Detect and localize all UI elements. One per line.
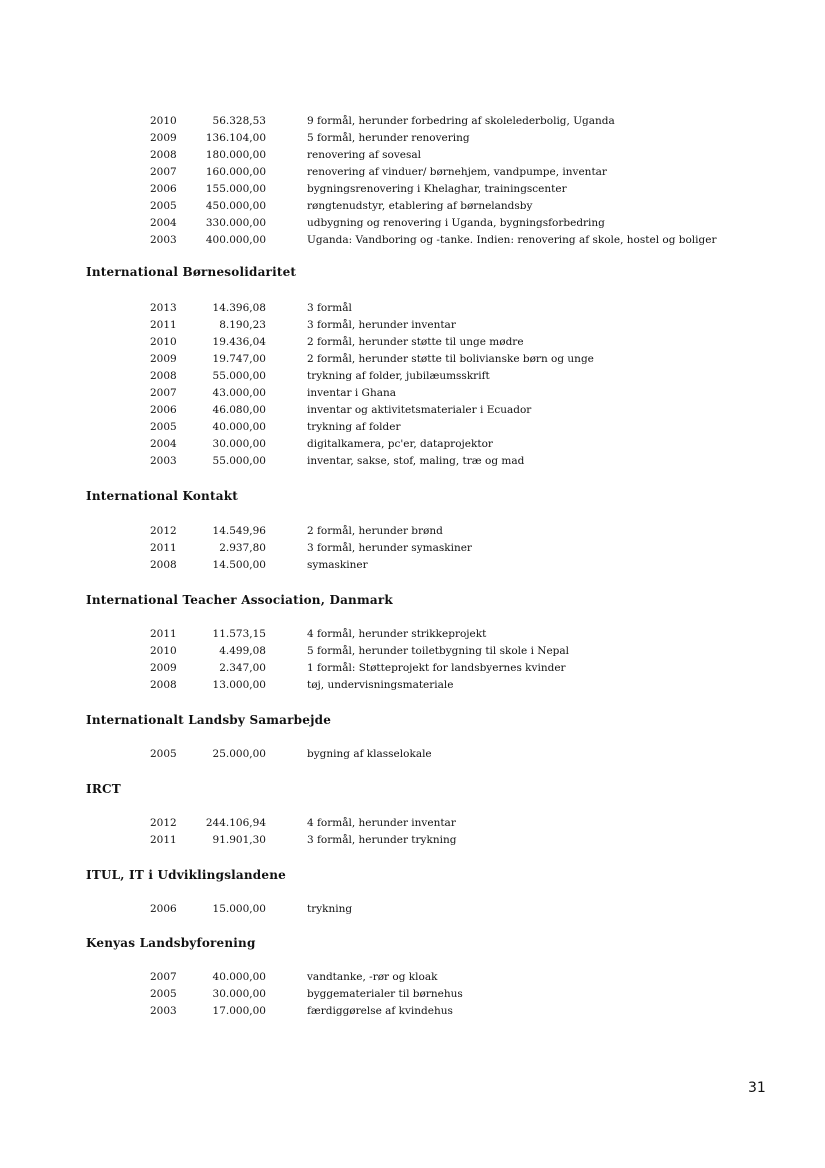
year-cell: 2003 <box>150 1005 177 1017</box>
table-row <box>0 115 825 131</box>
purpose-cell: tøj, undervisningsmateriale <box>307 679 454 691</box>
amount-cell: 91.901,30 <box>212 834 266 846</box>
table-row <box>0 353 825 369</box>
year-cell: 2010 <box>150 115 177 127</box>
table-row <box>0 645 825 661</box>
year-cell: 2013 <box>150 302 177 314</box>
year-cell: 2005 <box>150 200 177 212</box>
purpose-cell: trykning <box>307 903 353 915</box>
year-cell: 2007 <box>150 387 177 399</box>
organization-heading: International Kontakt <box>86 489 238 503</box>
purpose-cell: røngtenudstyr, etablering af børnelandsby <box>307 200 533 212</box>
purpose-cell: 3 formål, herunder symaskiner <box>307 542 472 554</box>
table-row <box>0 234 825 250</box>
year-cell: 2010 <box>150 645 177 657</box>
table-row <box>0 370 825 386</box>
purpose-cell: 3 formål <box>307 302 352 314</box>
table-row <box>0 971 825 987</box>
table-row <box>0 302 825 318</box>
year-cell: 2011 <box>150 319 177 331</box>
purpose-cell: 9 formål, herunder forbedring af skolelederbolig, Uganda <box>307 115 615 127</box>
organization-heading: Internationalt Landsby Samarbejde <box>86 713 332 727</box>
year-cell: 2005 <box>150 988 177 1000</box>
year-cell: 2009 <box>150 662 177 674</box>
purpose-cell: 2 formål, herunder støtte til unge mødre <box>307 336 524 348</box>
year-cell: 2012 <box>150 525 177 537</box>
table-row <box>0 662 825 678</box>
amount-cell: 55.000,00 <box>212 455 266 467</box>
table-row <box>0 988 825 1004</box>
amount-cell: 15.000,00 <box>212 903 266 915</box>
year-cell: 2008 <box>150 559 177 571</box>
organization-heading: IRCT <box>86 782 121 796</box>
table-row <box>0 183 825 199</box>
amount-cell: 40.000,00 <box>212 971 266 983</box>
year-cell: 2004 <box>150 217 177 229</box>
organization-heading: Kenyas Landsbyforening <box>86 936 256 950</box>
year-cell: 2004 <box>150 438 177 450</box>
organization-heading: International Børnesolidaritet <box>86 265 297 279</box>
table-row <box>0 217 825 233</box>
table-row <box>0 404 825 420</box>
year-cell: 2012 <box>150 817 177 829</box>
amount-cell: 14.396,08 <box>212 302 266 314</box>
table-row <box>0 166 825 182</box>
year-cell: 2007 <box>150 971 177 983</box>
table-row <box>0 679 825 695</box>
purpose-cell: færdiggørelse af kvindehus <box>307 1005 453 1017</box>
purpose-cell: digitalkamera, pc'er, dataprojektor <box>307 438 493 450</box>
amount-cell: 19.436,04 <box>212 336 266 348</box>
table-row <box>0 421 825 437</box>
amount-cell: 56.328,53 <box>212 115 266 127</box>
amount-cell: 17.000,00 <box>212 1005 266 1017</box>
purpose-cell: trykning af folder, jubilæumsskrift <box>307 370 490 382</box>
table-row <box>0 319 825 335</box>
purpose-cell: 3 formål, herunder inventar <box>307 319 456 331</box>
year-cell: 2006 <box>150 903 177 915</box>
amount-cell: 19.747,00 <box>212 353 266 365</box>
table-row <box>0 817 825 833</box>
amount-cell: 4.499,08 <box>219 645 266 657</box>
purpose-cell: renovering af vinduer/ børnehjem, vandpumpe, inventar <box>307 166 607 178</box>
purpose-cell: trykning af folder <box>307 421 401 433</box>
purpose-cell: udbygning og renovering i Uganda, bygningsforbedring <box>307 217 605 229</box>
organization-heading: ITUL, IT i Udviklingslandene <box>86 868 286 882</box>
year-cell: 2009 <box>150 132 177 144</box>
amount-cell: 25.000,00 <box>212 748 266 760</box>
year-cell: 2008 <box>150 679 177 691</box>
year-cell: 2009 <box>150 353 177 365</box>
amount-cell: 13.000,00 <box>212 679 266 691</box>
amount-cell: 14.549,96 <box>212 525 266 537</box>
purpose-cell: 2 formål, herunder støtte til bolivianske børn og unge <box>307 353 594 365</box>
amount-cell: 160.000,00 <box>205 166 266 178</box>
table-row <box>0 387 825 403</box>
table-row <box>0 438 825 454</box>
amount-cell: 8.190,23 <box>219 319 266 331</box>
purpose-cell: inventar, sakse, stof, maling, træ og mad <box>307 455 525 467</box>
year-cell: 2006 <box>150 404 177 416</box>
organization-heading: International Teacher Association, Danmark <box>86 593 393 607</box>
amount-cell: 2.937,80 <box>219 542 266 554</box>
purpose-cell: bygning af klasselokale <box>307 748 432 760</box>
table-row <box>0 748 825 764</box>
table-row <box>0 455 825 471</box>
purpose-cell: bygningsrenovering i Khelaghar, trainingscenter <box>307 183 567 195</box>
year-cell: 2005 <box>150 748 177 760</box>
year-cell: 2003 <box>150 234 177 246</box>
amount-cell: 136.104,00 <box>205 132 266 144</box>
table-row <box>0 132 825 148</box>
amount-cell: 14.500,00 <box>212 559 266 571</box>
table-row <box>0 559 825 575</box>
purpose-cell: Uganda: Vandboring og -tanke. Indien: renovering af skole, hostel og boliger <box>307 234 717 246</box>
year-cell: 2006 <box>150 183 177 195</box>
page-number: 31 <box>748 1080 766 1096</box>
amount-cell: 400.000,00 <box>205 234 266 246</box>
amount-cell: 43.000,00 <box>212 387 266 399</box>
amount-cell: 2.347,00 <box>219 662 266 674</box>
purpose-cell: inventar og aktivitetsmaterialer i Ecuador <box>307 404 532 416</box>
table-row <box>0 149 825 165</box>
amount-cell: 330.000,00 <box>205 217 266 229</box>
amount-cell: 55.000,00 <box>212 370 266 382</box>
purpose-cell: 3 formål, herunder trykning <box>307 834 457 846</box>
amount-cell: 46.080,00 <box>212 404 266 416</box>
amount-cell: 450.000,00 <box>205 200 266 212</box>
purpose-cell: 5 formål, herunder renovering <box>307 132 470 144</box>
purpose-cell: symaskiner <box>307 559 368 571</box>
table-row <box>0 200 825 216</box>
year-cell: 2011 <box>150 542 177 554</box>
table-row <box>0 903 825 919</box>
table-row <box>0 1005 825 1021</box>
table-row <box>0 525 825 541</box>
table-row <box>0 628 825 644</box>
purpose-cell: inventar i Ghana <box>307 387 396 399</box>
amount-cell: 30.000,00 <box>212 438 266 450</box>
table-row <box>0 834 825 850</box>
purpose-cell: vandtanke, -rør og kloak <box>307 971 438 983</box>
table-row <box>0 336 825 352</box>
table-row <box>0 542 825 558</box>
year-cell: 2007 <box>150 166 177 178</box>
amount-cell: 244.106,94 <box>205 817 266 829</box>
purpose-cell: 5 formål, herunder toiletbygning til skole i Nepal <box>307 645 570 657</box>
purpose-cell: 4 formål, herunder strikkeprojekt <box>307 628 487 640</box>
year-cell: 2008 <box>150 149 177 161</box>
year-cell: 2008 <box>150 370 177 382</box>
year-cell: 2011 <box>150 834 177 846</box>
purpose-cell: byggematerialer til børnehus <box>307 988 463 1000</box>
amount-cell: 40.000,00 <box>212 421 266 433</box>
amount-cell: 155.000,00 <box>205 183 266 195</box>
year-cell: 2003 <box>150 455 177 467</box>
year-cell: 2011 <box>150 628 177 640</box>
purpose-cell: 2 formål, herunder brønd <box>307 525 443 537</box>
year-cell: 2005 <box>150 421 177 433</box>
purpose-cell: 1 formål: Støtteprojekt for landsbyernes kvinder <box>307 662 566 674</box>
purpose-cell: 4 formål, herunder inventar <box>307 817 456 829</box>
year-cell: 2010 <box>150 336 177 348</box>
amount-cell: 11.573,15 <box>212 628 266 640</box>
amount-cell: 180.000,00 <box>205 149 266 161</box>
amount-cell: 30.000,00 <box>212 988 266 1000</box>
purpose-cell: renovering af sovesal <box>307 149 422 161</box>
